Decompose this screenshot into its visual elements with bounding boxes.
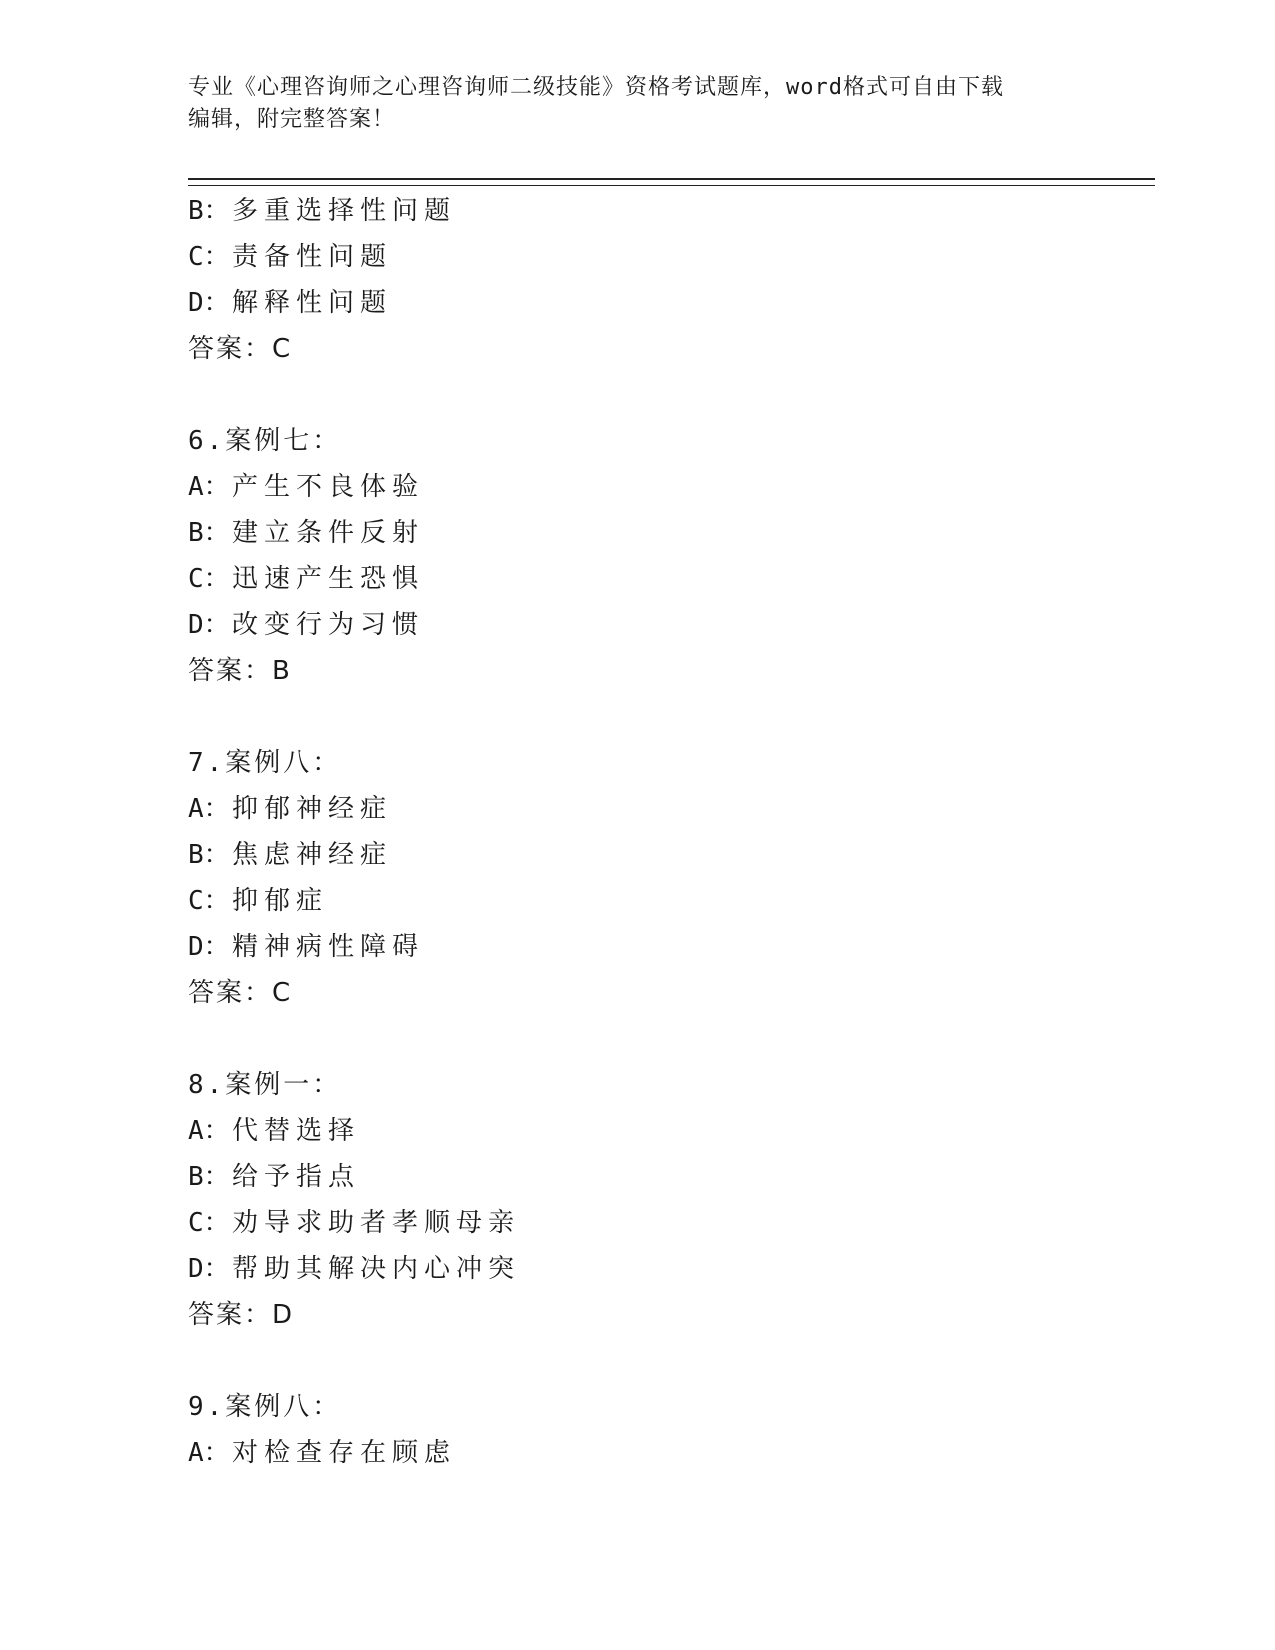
question-title: [188, 418, 1088, 464]
option-text: 精神病性障碍: [232, 932, 425, 962]
option-text: 迅速产生恐惧: [232, 564, 425, 594]
option-key: D：: [188, 932, 230, 962]
header-divider: [188, 178, 1155, 186]
option-key: C：: [188, 886, 230, 916]
option-row: [188, 832, 1088, 878]
option-text: 抑郁症: [232, 886, 329, 916]
option-row: [188, 786, 1088, 832]
spacer: [188, 372, 1088, 418]
option-row: [188, 602, 1088, 648]
question-list: [188, 188, 1088, 1476]
option-row: [188, 188, 1088, 234]
option-key: A：: [188, 794, 230, 824]
option-row: [188, 924, 1088, 970]
option-key: C：: [188, 1208, 230, 1238]
option-text: 对检查存在顾虑: [232, 1438, 457, 1468]
option-text: 多重选择性问题: [232, 196, 457, 226]
option-row: [188, 878, 1088, 924]
answer-line: 答案：C: [188, 978, 293, 1008]
option-key: C：: [188, 242, 230, 272]
option-key: B：: [188, 1162, 230, 1192]
option-row: [188, 1154, 1088, 1200]
option-text: 给予指点: [232, 1162, 361, 1192]
option-key: B：: [188, 518, 230, 548]
option-row: [188, 280, 1088, 326]
option-row: [188, 1246, 1088, 1292]
option-text: 代替选择: [232, 1116, 361, 1146]
option-text: 改变行为习惯: [232, 610, 425, 640]
question-text: 7.案例八：: [188, 748, 342, 778]
question-text: 6.案例七：: [188, 426, 342, 456]
header-line-2: 编辑，附完整答案！: [188, 107, 396, 132]
option-key: B：: [188, 196, 230, 226]
option-key: A：: [188, 472, 230, 502]
question-title: [188, 1062, 1088, 1108]
question-text: 9.案例八：: [188, 1392, 342, 1422]
option-row: [188, 510, 1088, 556]
option-key: A：: [188, 1116, 230, 1146]
question-title: [188, 740, 1088, 786]
option-row: [188, 234, 1088, 280]
option-row: [188, 556, 1088, 602]
option-text: 建立条件反射: [232, 518, 425, 548]
option-key: D：: [188, 1254, 230, 1284]
option-key: C：: [188, 564, 230, 594]
answer-line: 答案：B: [188, 656, 292, 686]
option-text: 责备性问题: [232, 242, 393, 272]
option-key: D：: [188, 610, 230, 640]
option-key: B：: [188, 840, 230, 870]
spacer: [188, 1338, 1088, 1384]
option-key: D：: [188, 288, 230, 318]
option-text: 帮助其解决内心冲突: [232, 1254, 521, 1284]
question-text: 8.案例一：: [188, 1070, 342, 1100]
document-header: [188, 72, 1088, 136]
option-text: 解释性问题: [232, 288, 393, 318]
option-text: 产生不良体验: [232, 472, 425, 502]
spacer: [188, 694, 1088, 740]
option-key: A：: [188, 1438, 230, 1468]
option-text: 焦虑神经症: [232, 840, 393, 870]
spacer: [188, 1016, 1088, 1062]
header-line-1: 专业《心理咨询师之心理咨询师二级技能》资格考试题库，word格式可自由下载: [188, 75, 1004, 100]
option-row: [188, 1430, 1088, 1476]
answer-line: 答案：C: [188, 334, 293, 364]
option-row: [188, 1200, 1088, 1246]
option-row: [188, 464, 1088, 510]
question-title: [188, 1384, 1088, 1430]
option-row: [188, 1108, 1088, 1154]
answer-line: 答案：D: [188, 1300, 295, 1330]
option-text: 抑郁神经症: [232, 794, 393, 824]
option-text: 劝导求助者孝顺母亲: [232, 1208, 521, 1238]
